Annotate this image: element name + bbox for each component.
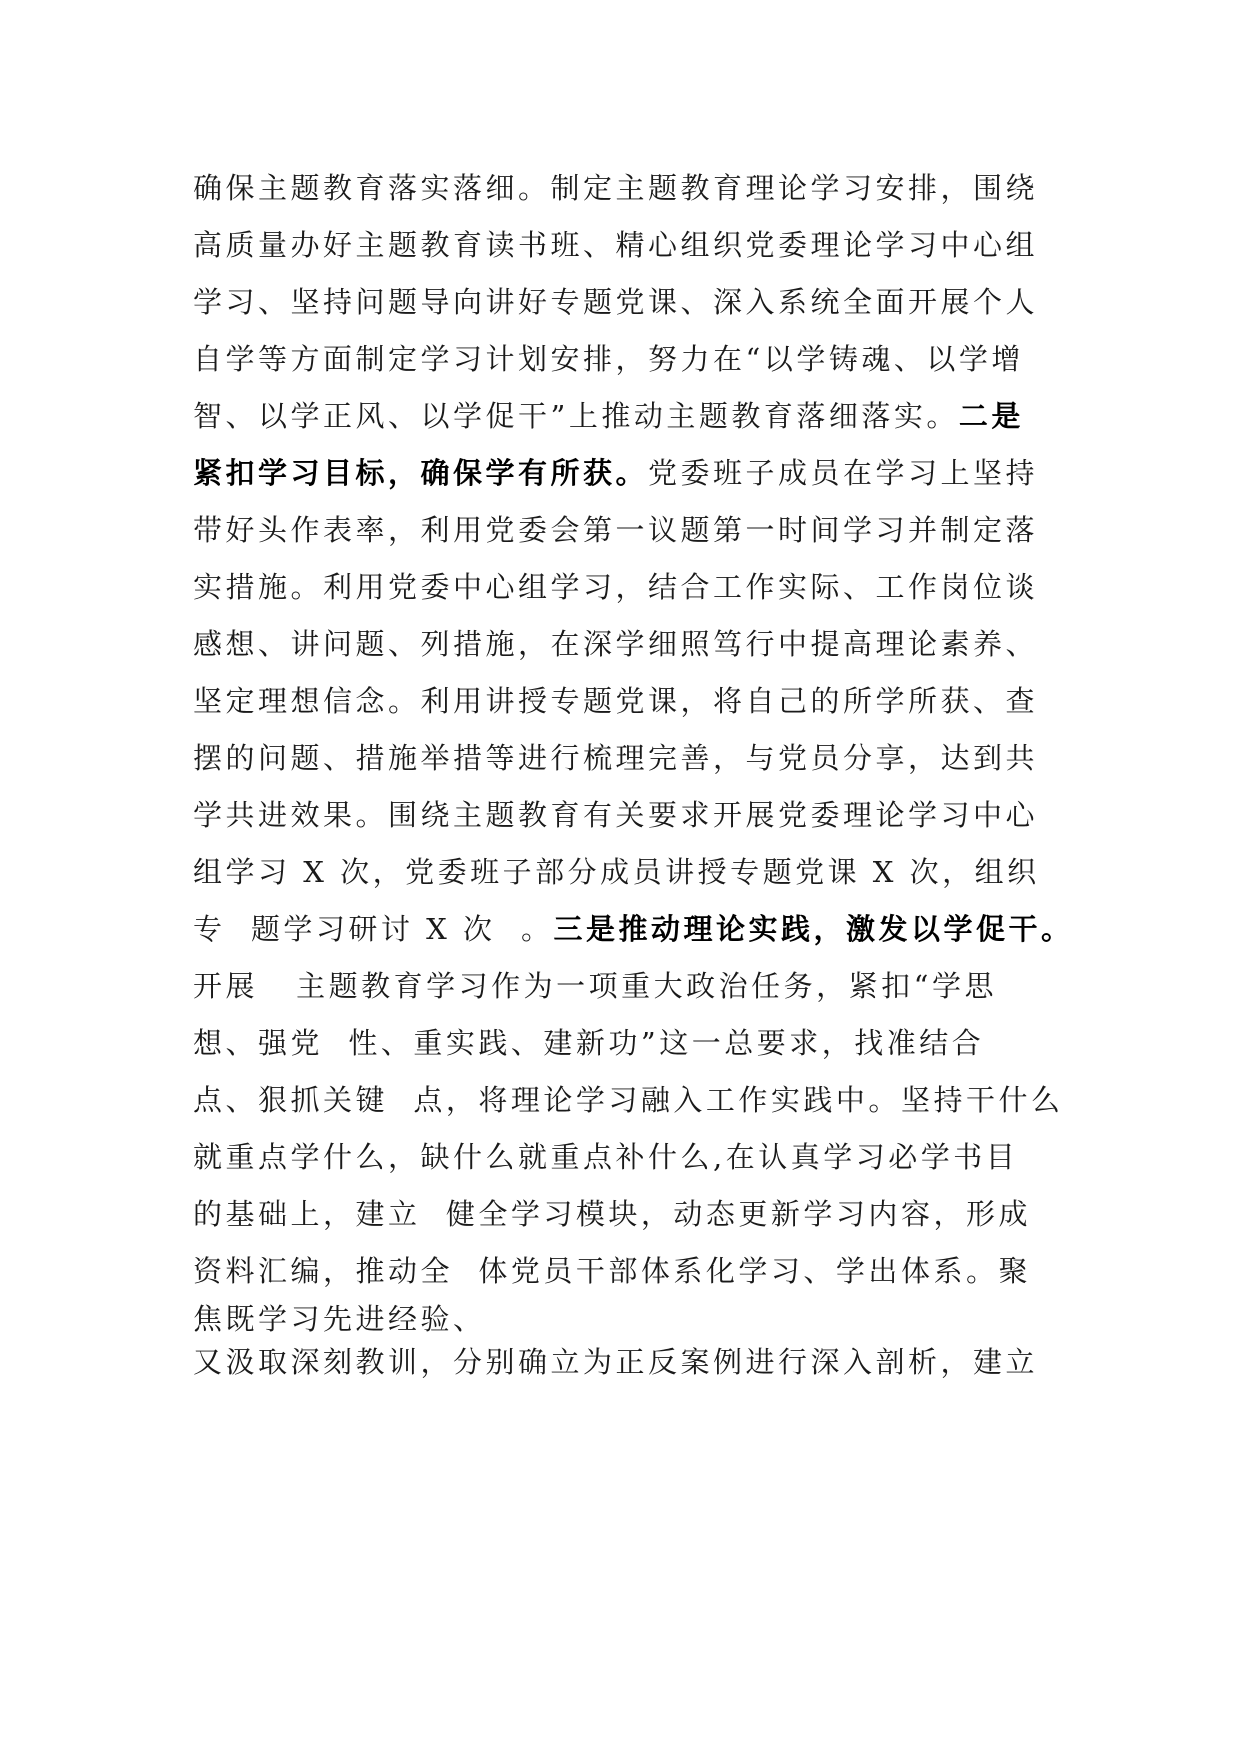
text-line [193,787,1073,844]
text-segment: 组学习 X 次，党委班子部分成员讲授专题党课 X 次，组织 [193,855,1040,889]
text-line [193,616,1073,673]
text-line [193,502,1073,559]
text-line [193,1072,1073,1129]
text-segment: 学共进效果。围绕主题教育有关要求开展党委理论学习中心 [193,798,1039,832]
text-segment: 智、以学正风、以学促干”上推动主题教育落细落实。 [193,399,959,433]
text-line [193,274,1073,331]
text-line [193,331,1073,388]
text-segment: 自学等方面制定学习计划安排，努力在“以学铸魂、以学增 [193,342,1024,376]
text-line [193,445,1073,502]
text-segment: 开展 主题教育学习作为一项重大政治任务，紧扣“学思 [193,969,997,1003]
text-segment: 带好头作表率，利用党委会第一议题第一时间学习并制定落 [193,513,1039,547]
bold-heading-segment: 三是推动理论实践，激发以学促干。 [553,912,1074,946]
text-line [193,217,1073,274]
text-line [193,901,1073,958]
text-segment: 专 题学习研讨 X 次 。 [193,912,554,946]
text-line [193,673,1073,730]
text-line [193,1243,1073,1300]
text-line [193,160,1073,217]
text-line [193,1015,1073,1072]
text-segment: 实措施。利用党委中心组学习，结合工作实际、工作岗位谈 [193,570,1039,604]
text-segment: 就重点学什么，缺什么就重点补什么,在认真学习必学书目 [193,1140,1019,1174]
text-segment: 确保主题教育落实落细。制定主题教育理论学习安排，围绕 [193,171,1039,205]
text-segment: 党委班子成员在学习上坚持 [648,456,1039,490]
text-segment: 资料汇编，推动全 体党员干部体系化学习、学出体系。聚 [193,1254,1031,1288]
text-line [193,1186,1073,1243]
text-line [193,958,1073,1015]
text-line [193,730,1073,787]
text-segment: 摆的问题、措施举措等进行梳理完善，与党员分享，达到共 [193,741,1039,775]
text-line [193,844,1073,901]
text-line [193,1129,1073,1186]
text-line [193,388,1073,445]
text-line [193,1300,1073,1339]
bold-heading-segment: 二是 [958,399,1024,433]
text-line [193,559,1073,616]
text-segment: 学习、坚持问题导向讲好专题党课、深入系统全面开展个人 [193,285,1039,319]
body-text [193,160,1073,1386]
text-segment: 点、狠抓关键 点，将理论学习融入工作实践中。坚持干什么 [193,1083,1064,1117]
text-segment: 想、强党 性、重实践、建新功”这一总要求，找准结合 [193,1026,985,1060]
text-segment: 焦既学习先进经验、 [193,1302,486,1336]
text-segment: 坚定理想信念。利用讲授专题党课，将自己的所学所获、查 [193,684,1039,718]
bold-heading-segment: 紧扣学习目标，确保学有所获。 [193,456,649,490]
text-segment: 的基础上，建立 健全学习模块，动态更新学习内容，形成 [193,1197,1031,1231]
text-segment: 感想、讲问题、列措施，在深学细照笃行中提高理论素养、 [193,627,1039,661]
text-segment: 又汲取深刻教训，分别确立为正反案例进行深入剖析，建立 [193,1345,1039,1379]
text-line [193,1339,1073,1386]
text-segment: 高质量办好主题教育读书班、精心组织党委理论学习中心组 [193,228,1039,262]
